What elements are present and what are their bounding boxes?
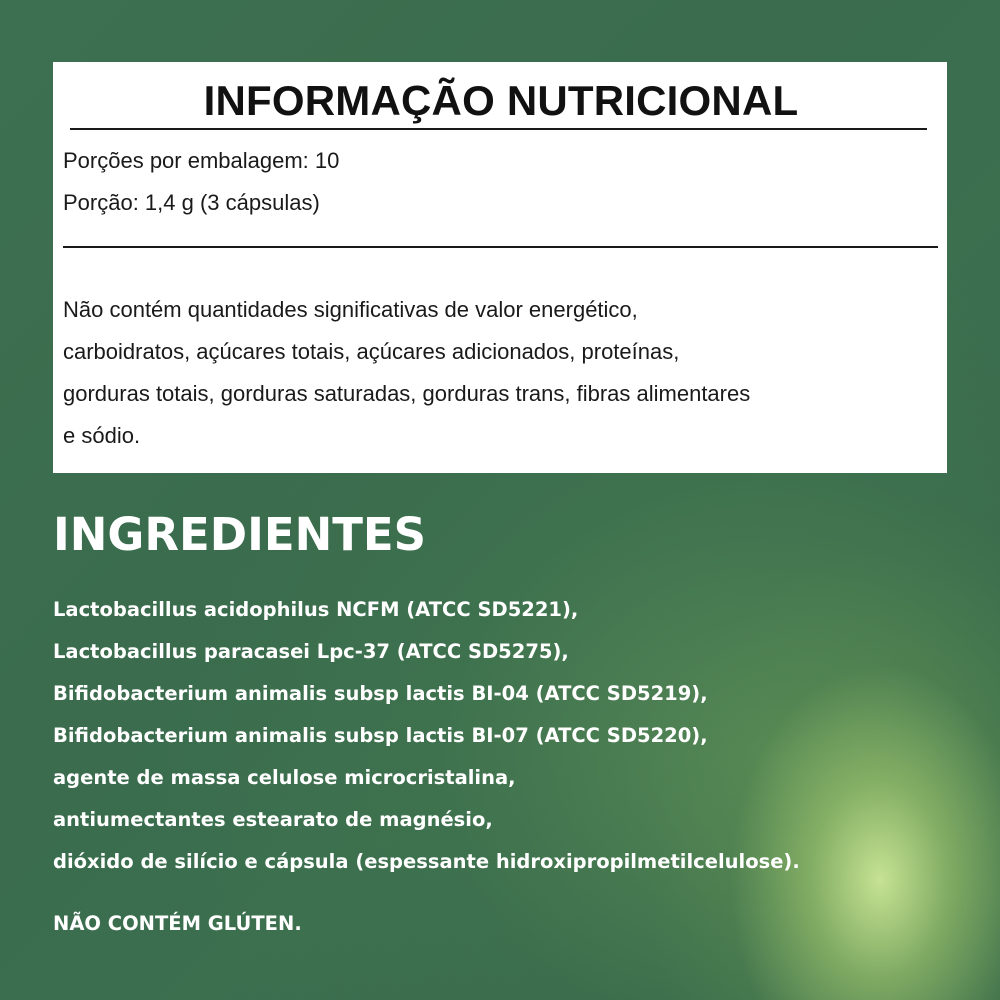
ingredient-line: antiumectantes estearato de magnésio, <box>53 808 493 831</box>
ingredients-list <box>53 589 953 883</box>
nutrition-facts-panel <box>53 62 947 473</box>
nutrition-facts-title: INFORMAÇÃO NUTRICIONAL <box>203 77 799 124</box>
ingredient-line: Bifidobacterium animalis subsp lactis BI-04 (ATCC SD5219), <box>53 682 708 705</box>
nutrition-note-line: gorduras totais, gorduras saturadas, gorduras trans, fibras alimentares <box>63 381 751 406</box>
nutrition-note-line: e sódio. <box>63 423 141 448</box>
serving-divider <box>63 246 938 248</box>
nutrition-note <box>63 289 943 457</box>
gluten-free-notice: NÃO CONTÉM GLÚTEN. <box>53 912 302 935</box>
ingredient-line: Lactobacillus paracasei Lpc-37 (ATCC SD5275), <box>53 640 569 663</box>
title-divider <box>70 128 927 130</box>
servings-per-package: Porções por embalagem: 10 <box>63 148 340 173</box>
serving-size: Porção: 1,4 g (3 cápsulas) <box>63 190 320 215</box>
ingredient-line: Lactobacillus acidophilus NCFM (ATCC SD5221), <box>53 598 579 621</box>
nutrition-note-line: carboidratos, açúcares totais, açúcares adicionados, proteínas, <box>63 339 680 364</box>
ingredient-line: Bifidobacterium animalis subsp lactis BI-07 (ATCC SD5220), <box>53 724 708 747</box>
nutrition-note-line: Não contém quantidades significativas de valor energético, <box>63 297 638 322</box>
ingredient-line: agente de massa celulose microcristalina, <box>53 766 516 789</box>
ingredients-heading: INGREDIENTES <box>53 508 427 561</box>
ingredient-line: dióxido de silício e cápsula (espessante hidroxipropilmetilcelulose). <box>53 850 800 873</box>
